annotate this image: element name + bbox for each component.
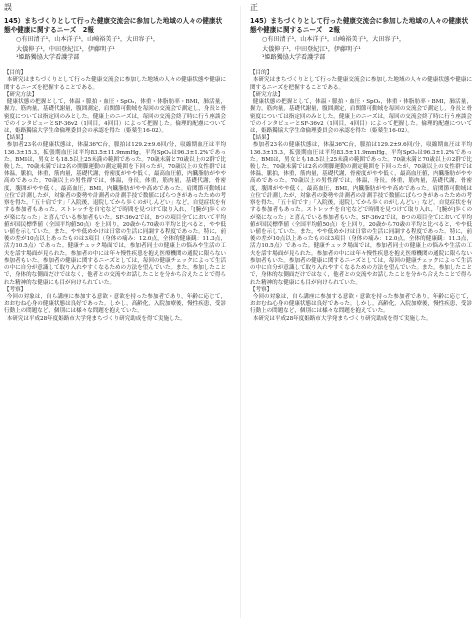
funding-note: 本研究は平成28年度姫路市大学発まちづくり研究助成を得て実施した。 <box>6 315 186 322</box>
author-line-1: ○有田清子¹，山本洋子¹，山崎裕美子¹，大田容子¹， <box>262 36 406 44</box>
purpose-text: 本研究はまちづくりとして行った健康交流会に参加した地域の人々の健康状態や健康に関するニーズを把握することである。 <box>250 77 472 91</box>
section-heading-discussion: 【考察】 <box>250 286 273 293</box>
section-heading-result: 【結果】 <box>250 135 273 142</box>
method-text: 健康状態の把握として，体温・脈拍・血圧・SpO₂，体重・体脂肪率・BMI，肺活量，握力，筋肉量，基礎代謝量，腹囲測定，肩関節可動域を毎回の交流会で測定し，身長と骨密度については指定回のみとした。健康上のニーズは，毎回の交流会終了時に行う座談会でのインタビューとSF-36v2（1回目，4回目）によって把握した。倫理的配慮については，姫路獨協大学生命倫理委員会の承認を得た（姫薬生16-02）。 <box>4 99 226 134</box>
abstract-title: 145）まちづくりとして行った健康交流会に参加した地域の人々の健康状態や健康に関するニーズ 2報 <box>250 17 469 34</box>
abstract-title: 145）まちづくりとして行った健康交流会に参加した地域の人々の健康状態や健康に関するニーズ 2報 <box>4 17 223 34</box>
affiliation: ¹姫路獨協大学看護学部 <box>16 54 80 62</box>
discussion-text: 今回の対象は，自ら講座に参加する意欲・意欲を持った参加者であり，年齢に応じて，おおむね心身の健康状態は良好であった。しかし，高齢化，入院加療後，慢性疾患，受診行動上の問題など，個別には様々な問題を抱えていた。 <box>4 293 226 315</box>
column-divider <box>240 6 241 618</box>
section-heading-discussion: 【考察】 <box>4 286 27 293</box>
result-text: 参加者23名の健康状態は，体温36℃台，脈拍は129.2±9.6回/分，収縮期血圧は平均136.3±15.3，拡張期血圧は平均83.5±11.9mmHg，平均SpO₂は96.3±1.2%であった。BMIは，男女とも18.5以上25未満の範囲であった。70歳未満と70歳以上の2群で比較した。70歳未満では2名の開脚運動の測定範囲を下回ったが，70歳以上の女性群では体温，脈拍，体重，筋肉量，基礎代謝，骨密度がやや低く，最高血圧値，内臓脂肪がやや高めであった。70歳以上の男性群では，体温，身長，体重，筋肉量，基礎代謝，骨密度，腹囲がやや低く，最高血圧，BMI，内臓脂肪がやや高めであった。肩関節可動域は立位で計測したが，対象者の姿勢や計測者の計測手技で数値にばらつきがあったための考察を得た。「五十肩です」「入院後，退院してから歩くのがしんどい」など，自覚症状を有する参加者もあった。ストレッチを自宅などで時間を見つけて取り入れ，「[腕が]歩くのが楽になった」と喜んでいる参加者もいた。SF-36v2では，8つの項目全てにおいて平均値が国民標準値（全国平均値50点）を上回り，20歳から70歳の平均と比べると，やや低い値を示していた。また，やや低めかけは日常の生活に同調する程度であった。特に，前後の差が10点以上あったものは3項目（身体の痛み：12.0点，全体的健康観：11.3点，活力10.5点）であった。健康チェック場面では，参加者同士の健康上の悩みや生活の工夫を話す場面が見られた。参加者の中には年々慢性疾患を抱え医療機関の通院に限らない参加者もいた。参加者の健康に関するニーズとしては，毎回の健康チェックによって生活の中に自分が意識して取り入れやすくなるための方法を望んでいた。また，参加したことで，身体的な側面だけではなく，他者との交流やお話したことを分かち合えたことで得られた精神的な健康にも目が向けられていた。 <box>250 142 472 286</box>
abstract-body <box>4 70 226 323</box>
author-line-2: 大儀伸子¹，中田登紀江¹，伊藤明子¹ <box>262 46 361 54</box>
section-heading-purpose: 【目的】 <box>250 70 273 77</box>
abstract-body <box>250 70 472 323</box>
erroneous-version-column <box>4 0 226 623</box>
method-text: 健康状態の把握として，体温・脈拍・血圧・SpO₂，体重・体脂肪率・BMI，肺活量，握力，筋肉量，基礎代謝量，腹囲測定，肩関節可動域を毎回の交流会で測定し，身長と骨密度については指定回のみとした。健康上のニーズは，毎回の交流会終了時に行う座談会でのインタビューとSF-36v2（1回目，4回目）によって把握した。倫理的配慮については，姫路獨協大学生命倫理委員会の承認を得た（姫薬生16-02）。 <box>250 99 472 134</box>
corrected-version-column <box>250 0 472 623</box>
erratum-mark-wrong: 誤 <box>4 3 12 12</box>
affiliation: ¹姫路獨協大学看護学部 <box>262 54 326 62</box>
section-heading-result: 【結果】 <box>4 135 27 142</box>
discussion-text: 今回の対象は，自ら講座に参加する意欲・意欲を持った参加者であり，年齢に応じて，おおむね心身の健康状態は良好であった。しかし，高齢化，入院加療後，慢性疾患，受診行動上の問題など，個別には様々な問題を抱えていた。 <box>250 293 472 315</box>
section-heading-method: 【研究方法】 <box>250 91 284 98</box>
section-heading-method: 【研究方法】 <box>4 91 38 98</box>
purpose-text: 本研究はまちづくりとして行った健康交流会に参加した地域の人々の健康状態や健康に関するニーズを把握することである。 <box>4 77 226 91</box>
result-text: 参加者23名の健康状態は，体温36℃台，脈拍は129.2±9.6回/分，収縮期血圧は平均136.3±15.3，拡張期血圧は平均83.5±11.9mmHg，平均SpO₂は96.3±1.2%であった。BMIは，男女とも18.5以上25未満の範囲であった。70歳未満と70歳以上の2群で比較した。70歳未満では2名の開脚運動の測定範囲を下回ったが，70歳以上の女性群では体温，脈拍，体重，筋肉量，基礎代謝，骨密度がやや低く，最高血圧値，内臓脂肪がやや高めであった。70歳以上の男性群では，体温，身長，体重，筋肉量，基礎代謝，骨密度，腹囲がやや低く，最高血圧，BMI，内臓脂肪がやや高めであった。肩関節可動域は立位で計測したが，対象者の姿勢や計測者の計測手技で数値にばらつきがあったための考察を得た。「五十肩です」「入院後，退院してから歩くのがしんどい」など，自覚症状を有する参加者もあった。ストレッチを自宅などで時間を見つけて取り入れ，「[腕が]歩くのが楽になった」と喜んでいる参加者もいた。SF-36v2では，8つの項目全てにおいて平均値が国民標準値（全国平均値50点）を上回り，20歳から70歳の平均と比べると，やや低い値を示していた。また，やや低めかけは日常の生活に同調する程度であった。特に，前後の差が10点以上あったものは3項目（身体の痛み：12.0点，全体的健康観：11.3点，活力10.5点）であった。健康チェック場面では，参加者同士の健康上の悩みや生活の工夫を話す場面が見られた。参加者の中には年々慢性疾患を抱え医療機関の通院に限らない参加者もいた。参加者の健康に関するニーズとしては，毎回の健康チェックによって生活の中に自分が意識して取り入れやすくなるための方法を望んでいた。また，参加したことで，身体的な側面だけではなく，他者との交流やお話したことを分かち合えたことで得られた精神的な健康にも目が向けられていた。 <box>4 142 226 286</box>
author-line-2: 大儀伸子¹，中田登紀江¹，伊藤明子¹ <box>16 46 115 54</box>
erratum-mark-correct: 正 <box>250 3 258 12</box>
section-heading-purpose: 【目的】 <box>4 70 27 77</box>
author-line-1: ○有田清子¹，山本洋子¹，山崎裕美子¹，大田容子¹， <box>16 36 160 44</box>
funding-note: 本研究は平成28年度姫路市大学発まちづくり研究助成を得て実施した。 <box>252 315 432 322</box>
